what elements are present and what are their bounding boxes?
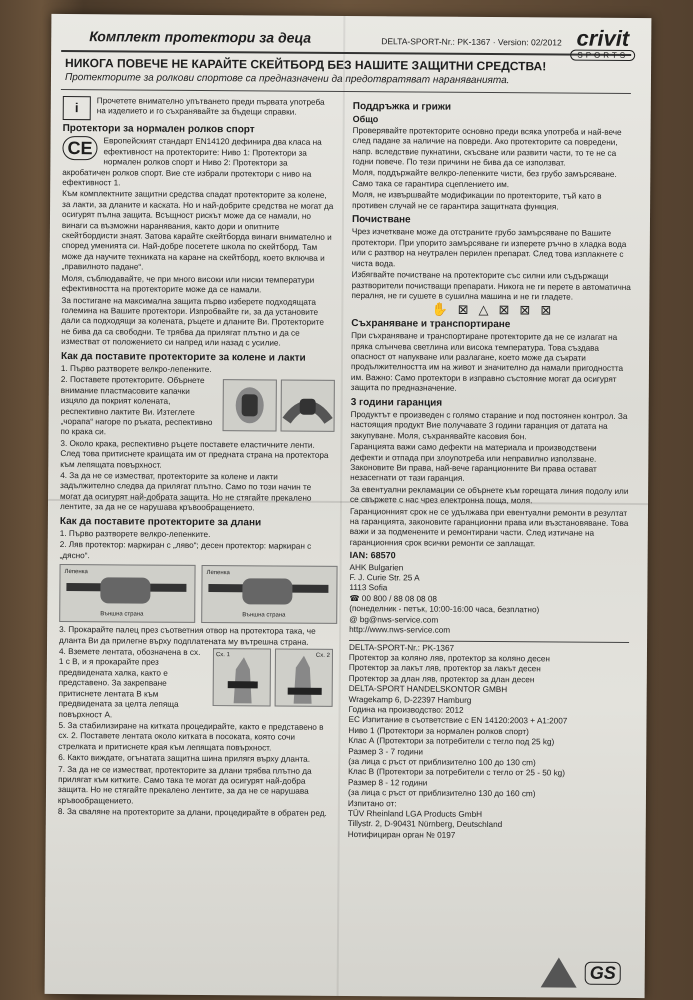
no-bleach-icon: △ bbox=[478, 302, 489, 318]
hand-wash-icon: ✋ bbox=[431, 301, 448, 318]
list-item: 3. Около крака, респективно ръцете поставете еластичните ленти. След това притиснете краищата им от предната страна на протектора към лепящата повърхност. bbox=[60, 438, 329, 470]
right-column bbox=[348, 98, 633, 842]
gs-mark: GS bbox=[585, 961, 621, 984]
list-item: 6. Както виждате, огънатата защитна шина прилягя върху дланта. bbox=[58, 753, 311, 764]
paragraph: Гаранционният срок не се удължава при евентуални ремонти в резултат на гаранцията, законовите гаранционни права или възстановяване. Това важи и за подменените и ремонтирани части. След изтичане на гаранционния срок всички ремонти се заплащат. bbox=[349, 506, 629, 549]
paragraph: Моля, съблюдавайте, че при много високи или ниски температури ефективността на протекторите може да се намали. bbox=[61, 273, 315, 295]
sub-heading: Общо bbox=[352, 114, 379, 125]
section-heading: 3 години гаранция bbox=[350, 396, 443, 409]
list-item: 1. Първо разтворете велкро-лепенките. bbox=[59, 529, 211, 540]
section-heading: Как да поставите протекторите за колене и лакти bbox=[61, 350, 306, 364]
section-heading: Почистване bbox=[351, 214, 411, 226]
list-item: 7. За да не се изместват, протекторите за длани трябва плътно да прилягат към китките. Само така те могат да осигурят най-добра защита. Но не стягайте прекалено лентите, за да не се нарушава кръвообращението. bbox=[57, 764, 312, 806]
no-tumble-dry-icon: ⊠ bbox=[457, 302, 469, 318]
warning-subtitle: Протекторите за ролкови спортове са предназначени да предотвратяват нараняванията. bbox=[64, 72, 510, 87]
paragraph: Избягвайте почистване на протекторите със силни или съдържащи разтворители почистващи препарати. Никога не ги перете в автоматична пералня, не ги сушете в сушилна машина и не ги гладете. bbox=[351, 270, 631, 302]
paragraph: За постигане на максимална защита първо изберете подходящата големина на Вашите протектори. Изпробвайте ги, за да установите дали са подходящи за колената, ръцете и дланите Ви. Протекторите не бива да са свободни. Те трябва да прилягат плътно и да се изместват от положението си напред или назад с усилие. bbox=[61, 295, 324, 348]
list-item: 2. Ляв протектор: маркиран с „ляво“; десен протектор: маркиран с „дясно“. bbox=[59, 540, 312, 561]
ce-mark-icon: CE bbox=[62, 136, 97, 160]
paragraph: Проверявайте протекторите основно преди всяка употреба и най-вече след падане за наличие на повреди. Ако протекторите са повредени, напр. вследствие пукнатини, скъсване или развити части, то те не са годни повече. По тези причини не бива да се използват. bbox=[352, 125, 622, 168]
palm-figure-left: Лепенка Външна страна bbox=[59, 564, 195, 623]
technical-info: DELTA-SPORT-Nr.: PK-1367 Протектор за колянo ляв, протектор за коляно десен Протектор за лакът ляв, протектор за лакът десен Протектор за длан ляв, протектор за длан десен DELTA-SPORT HANDELSKONTOR GMBH Wragekamp 6, D-22397 Hamburg Година на производство: 2012 ЕС Изпитание в съответствие с EN 14120:2003 + A1:2007 Ниво 1 (Протектори за нормален ролков спорт) Клас А (Протектори за потребители с тегло под 25 kg) Размер 3 - 7 години (за лица с ръст от приблизително 100 до 130 cm) Клас В (Протектори за потребители с тегло от 25 - 50 kg) Размер 8 - 12 години (за лица с ръст от приблизително 130 до 160 cm) Изпитано от: TÜV Rheinland LGA Products GmbH Tillystr. 2, D-90431 Nürnberg, Deutschland Нотифициран орган № 0197 bbox=[347, 642, 568, 840]
elbow-figure bbox=[281, 379, 335, 431]
service-address: AHK Bulgarien F. J. Curie Str. 25 A 1113 Sofia ☎ 00 800 / 88 08 08 08 (понеделник - петък, 10:00-16:00 часа, безплатно) @ bg@nws-service.com http://www.nws-service.com bbox=[349, 562, 540, 635]
no-dry-clean-icon: ⊠ bbox=[519, 302, 531, 318]
brand-logo: crivit SPORTS bbox=[570, 28, 635, 61]
tuv-triangle-icon bbox=[541, 957, 577, 987]
list-item: 1. Първо разтворете велкро-лепенките. bbox=[60, 363, 212, 374]
scheme-1-figure: Сх. 1 bbox=[213, 648, 271, 706]
section-heading: Поддръжка и грижи bbox=[352, 101, 452, 113]
instruction-sheet bbox=[45, 14, 652, 998]
section-heading: Съхраняване и транспортиране bbox=[351, 317, 511, 330]
section-heading: Протектори за нормален ролков спорт bbox=[62, 122, 255, 136]
list-item: 4. Вземете лентата, обозначена в сх. 1 с B, и я прокарайте през предвидената халка, както е представено. За закрепване притиснете лентата B към предвидената за целта лепяща повърхност A. bbox=[58, 647, 201, 719]
certification-badges bbox=[541, 957, 621, 988]
knee-figure bbox=[223, 379, 277, 431]
paragraph: Моля, поддържайте велкро-лепенките чисти, без грубо замърсяване. Само така се гарантира сцеплението им. bbox=[352, 168, 617, 189]
model-version: DELTA-SPORT-Nr.: PK-1367 · Version: 02/2012 bbox=[381, 36, 562, 48]
no-iron-icon: ⊠ bbox=[498, 302, 510, 318]
paragraph: Към комплектните защитни средства спадат протекторите за колене, за лакти, за дланите и каската. Но и най-добрите средства не могат да осигурят пълна защита. Всъщност рискът може да се намали, но винаги са възможни наранявания, както дори и опитните скейтбордисти знаят. Затова карайте скейтборда винаги внимателно и според уменията си. Най-добре посетете школа по скейтборд. Там може да научите техниката на каране на скейтборд, което включва и „правилното падане“. bbox=[61, 189, 334, 272]
intro-text: Прочетете внимателно упътването преди първата употреба на изделието и го съхранявайте за бъдещи справки. bbox=[96, 96, 325, 118]
paper-fold-vertical bbox=[337, 16, 346, 996]
palm-figure-right: Лепенка Външна страна bbox=[201, 565, 337, 624]
paragraph: Чрез изчеткване може да отстраните грубо замърсяване по Вашите протектори. При упорито замърсяване ги изперете ръчно в хладка вода или с разтвор на неутрален перилен препарат. След това изплакнете с чиста вода. bbox=[351, 227, 627, 269]
list-item: 2. Поставете протекторите. Обърнете внимание пластмасовите капачки изцяло да покрият колената, респективно лактите Ви. Изтеглете „чорапа“ нагоре по ръката, респективно по крака си. bbox=[60, 375, 213, 437]
scheme-2-figure: Сх. 2 bbox=[275, 649, 333, 707]
list-item: 8. За сваляне на протекторите за длани, процедирайте в обратен ред. bbox=[57, 807, 327, 819]
care-symbols bbox=[351, 301, 631, 318]
list-item: 3. Прокарайте палец през съответния отвор на протектора така, че дланта Ви да прилегне върху подплатената му вътрешна страна. bbox=[59, 625, 316, 647]
paragraph: Продуктът е произведен с голямо старание и под постоянен контрол. За настоящия продукт Вие получавате 3 години гаранция от датата на закупуване. Моля, съхранявайте касовия бон. bbox=[350, 409, 628, 442]
document-title: Комплект протектори за деца bbox=[89, 28, 312, 46]
paragraph: Моля, не извършвайте модификации по протекторите, тъй като в противен случай не се гарантира защитната функция. bbox=[352, 190, 602, 212]
header-bar bbox=[61, 28, 631, 56]
list-item: 5. За стабилизиране на китката процедирайте, както е представено в сх. 2. Поставете лентата около китката в посоката, която сочи стрелката и притиснете края към лепящата повърхност. bbox=[58, 720, 324, 753]
paragraph: За евентуални рекламации се обърнете към горещата линия подолу или се свържете с нас чрез електронна поща, моля. bbox=[350, 484, 629, 506]
ian-number: IAN: 68570 bbox=[349, 550, 396, 561]
list-item: 4. За да не се изместват, протекторите за колене и лакти задължително следва да прилягат плътно. Само по този начин те могат да осигурят най-добрата защита. Но не стягайте прекалено лентите, за да не се нарушава кръвообращението. bbox=[59, 470, 312, 513]
section-heading: Как да поставите протекторите за длани bbox=[59, 515, 262, 529]
book-icon: i bbox=[63, 96, 91, 120]
paragraph: Гаранцията важи само дефекти на материала и производствени дефекти и отпада при злоупотреба или неправилно използване. Законовите Ви права, най-вече гаранционните Ви права остават незасегнати от тази гаранция. bbox=[350, 442, 597, 484]
paragraph: При съхраняване и транспортиране протекторите да не се излагат на пряка слънчева светлина или висока температура. Това създава опасност от напукване или разлагане, което може да съкрати продължителността им на живот и значително да намали пригодността им. Важно: Само протектори в изправно състояние могат да осигурят защита по предназначение. bbox=[350, 331, 624, 393]
left-column: i Прочетете внимателно упътването преди първата употреба на изделието и го съхранявайте за бъдещи справки. Протектори за нормален ролков спорт CE Европейският стандарт EN14120 дефинира два класа на ефективност на протекторите: Ниво 1: Протектори за нормален ролков спорт и Ниво 2: Протектори за акробатичен ролков спорт. Вие сте избрали протектори с ниво на ефективност 1. Към комплектните защитни средства спадат протекторите за колене, за лакти, за дланите и каската. Но и най-добрите средства не могат да осигурят пълна защита. Всъщност рискът може да се намали, но винаги са възможни наранявания, както дори и опитните скейтбордисти знаят. Затова карайте скейтборда винаги внимателно и според уменията си. Най-добре посетете школа по скейтборд. Там може да научите техниката на каране на скейтборд, което включва и „правилното падане“. Моля, съблюдавайте, че при много високи или ниски температури ефективността на протекторите може да се намали. За постигане на максимална защита първо изберете подходящата големина на Вашите протектори. Изпробвайте ги, за да установите дали са подходящи за колената, ръцете и дланите Ви. Протекторите не бива да са свободни. Те трябва да прилягат плътно и да се изместват от положението си напред или назад с усилие. Как да поставите протекторите за колене и лакти 1. Първо разтворете велкро-лепенките. 2. Поставете протекторите. Обърнете внимание пластмасовите капачки изцяло да покрият колената, респективно лактите Ви. Изтеглете „чорапа“ нагоре по ръката, респективно по крака си. 3. Около крака, респективно ръцете поставете еластичните ленти. След това притиснете краищата им от предната страна на протектора към лепящата повърхност. 4. За да не се изместват, протекторите за колене и лакти задължително следва да прилягат плътно. Само по този начин те могат да осигурят най-добрата защита. Но не стягайте прекалено лентите, за да не се нарушава кръвообращението. Как да поставите протекторите за длани 1. Първо разтворете велкро-лепенките. 2. Ляв протектор: маркиран с „ляво“; десен протектор: маркиран с „дясно“. Лепенка Външна страна Лепенка Външна страна 3. Прокарайте палец през съответния отвор на протектора така, че дланта Ви да прилегне върху подплатената му вътрешна страна. 4. Вземете лентата, обозначена в сх. 1 с B, и я прокарайте през предвидената халка, както е представено. За закрепване притиснете лентата B към предвидената за целта лепяща повърхност A. Сх. 1 Сх. 2 5. За стабилизиране на китката процедирайте, както е представено в сх. 2. Поставете лентата около китката в посоката, която сочи стрелката и притиснете края към лепящата повърхност. 6. Както виждате, огънатата защитна шина прилягя върху дланта. 7. За да не се изместват, протекторите за длани трябва плътно да прилягат към китките. Само така те могат да осигурят най-добра защита. Но не стягайте прекалено лентите, за да не се нарушава кръвообращението. 8. За сваляне на протекторите за длани, процедирайте в обратен ред. bbox=[58, 96, 335, 820]
warning-headline: НИКОГА ПОВЕЧЕ НЕ КАРАЙТЕ СКЕЙТБОРД БЕЗ НАШИТЕ ЗАЩИТНИ СРЕДСТВА! bbox=[65, 56, 547, 74]
no-machine-wash-icon: ⊠ bbox=[540, 302, 552, 318]
divider bbox=[61, 89, 631, 94]
